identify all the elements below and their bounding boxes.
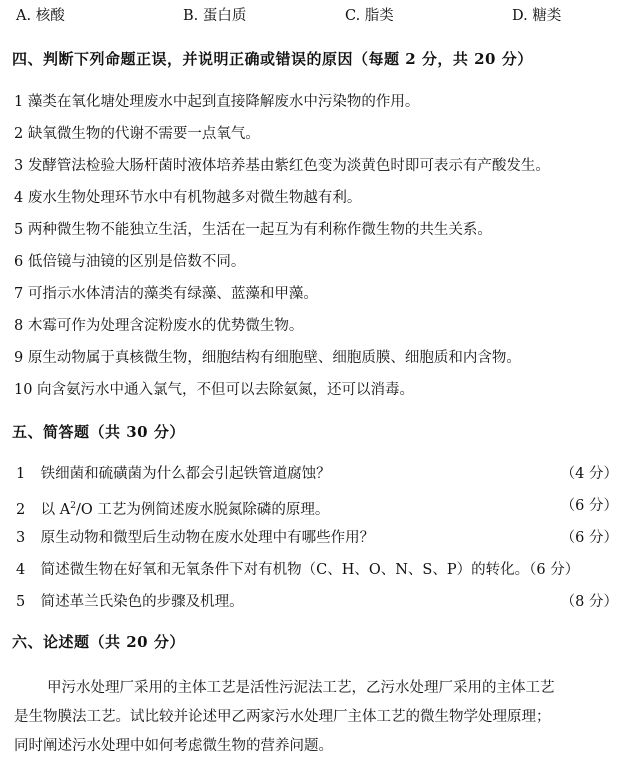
judge-item: 3 发酵管法检验大肠杆菌时液体培养基由紫红色变为淡黄色时即可表示有产酸发生。 (14, 158, 550, 174)
section5-heading: 五、简答题（共 30 分） (12, 423, 185, 441)
judge-item: 2 缺氧微生物的代谢不需要一点氧气。 (14, 126, 260, 142)
judge-item: 6 低倍镜与油镜的区别是倍数不同。 (14, 254, 246, 270)
short-answer-item (16, 496, 618, 520)
section4-heading: 四、判断下列命题正误，并说明正确或错误的原因（每题 2 分，共 20 分） (12, 50, 533, 68)
option-d: D. 糖类 (512, 8, 562, 24)
item-number: 2 (16, 501, 26, 518)
option-c: C. 脂类 (345, 8, 394, 24)
item-score: （4 分） (560, 466, 618, 482)
item-number: 4 (16, 562, 26, 578)
item-number: 5 (16, 594, 26, 610)
item-score: （8 分） (560, 594, 618, 610)
item-score: （6 分） (560, 498, 618, 514)
superscript: 2 (70, 501, 76, 511)
judge-item: 7 可指示水体清洁的藻类有绿藻、蓝藻和甲藻。 (14, 286, 318, 302)
essay-line: 甲污水处理厂采用的主体工艺是活性污泥法工艺，乙污水处理厂采用的主体工艺 (47, 680, 555, 696)
item-text-pre: 以 A (40, 501, 71, 518)
option-b: B. 蛋白质 (183, 8, 247, 24)
section6-heading: 六、论述题（共 20 分） (12, 633, 185, 651)
item-score: （6 分） (560, 530, 618, 546)
item-text: 原生动物和微型后生动物在废水处理中有哪些作用？ (40, 530, 375, 546)
essay-line: 是生物膜法工艺。试比较并论述甲乙两家污水处理厂主体工艺的微生物学处理原理； (14, 709, 551, 725)
short-answer-item (16, 560, 618, 580)
item-number: 1 (16, 466, 26, 482)
item-number: 3 (16, 530, 26, 546)
item-text-post: /O 工艺为例简述废水脱氮除磷的原理。 (75, 501, 330, 518)
judge-item: 10 向含氨污水中通入氯气，不但可以去除氨氮，还可以消毒。 (14, 382, 415, 398)
judge-item: 4 废水生物处理环节水中有机物越多对微生物越有利。 (14, 190, 362, 206)
item-text: 简述革兰氏染色的步骤及机理。 (40, 594, 244, 610)
short-answer-item (16, 464, 618, 484)
judge-item: 8 木霉可作为处理含淀粉废水的优势微生物。 (14, 318, 304, 334)
short-answer-item (16, 528, 618, 548)
judge-item: 5 两种微生物不能独立生活，生活在一起互为有利称作微生物的共生关系。 (14, 222, 492, 238)
judge-item: 9 原生动物属于真核微生物，细胞结构有细胞壁、细胞质膜、细胞质和内含物。 (14, 350, 521, 366)
essay-line: 同时阐述污水处理中如何考虑微生物的营养问题。 (14, 738, 333, 754)
option-a: A. 核酸 (16, 8, 65, 24)
essay-question (14, 674, 614, 761)
judge-item: 1 藻类在氧化塘处理废水中起到直接降解废水中污染物的作用。 (14, 94, 420, 110)
item-text: 简述微生物在好氧和无氧条件下对有机物（C、H、O、N、S、P）的转化。（6 分） (40, 562, 580, 578)
short-answer-item (16, 592, 618, 612)
item-text: 铁细菌和硫磺菌为什么都会引起铁管道腐蚀？ (40, 466, 331, 482)
